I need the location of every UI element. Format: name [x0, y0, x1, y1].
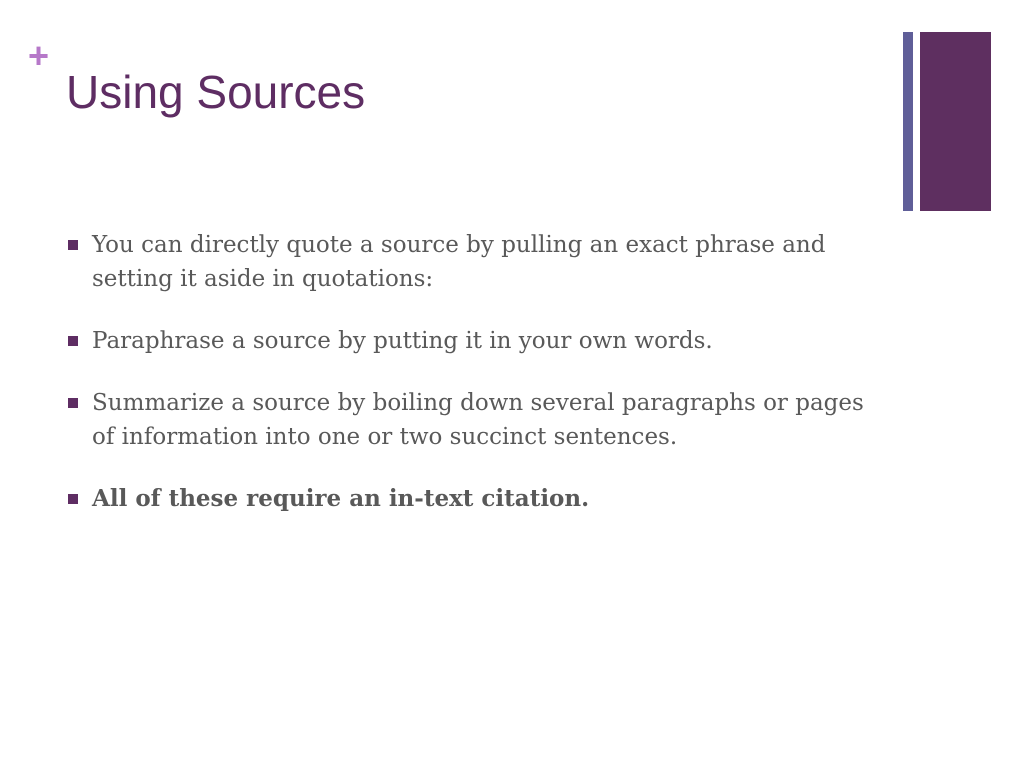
bullet-text: Paraphrase a source by putting it in your own words.	[92, 328, 713, 354]
bullet-text: You can directly quote a source by pulling an exact phrase and setting it aside in quotations:	[92, 232, 826, 292]
square-bullet-icon	[68, 336, 78, 346]
slide-title: Using Sources	[66, 66, 366, 118]
bullet-text: All of these require an in-text citation.	[92, 485, 590, 512]
square-bullet-icon	[68, 494, 78, 504]
accent-bar-thick	[920, 32, 991, 211]
bullet-item	[68, 482, 868, 516]
bullet-item	[68, 324, 868, 358]
bullet-item	[68, 228, 868, 296]
square-bullet-icon	[68, 398, 78, 408]
accent-bar-thin	[903, 32, 913, 211]
plus-icon: +	[28, 35, 50, 76]
bullet-list	[68, 228, 868, 544]
bullet-item	[68, 386, 868, 454]
square-bullet-icon	[68, 240, 78, 250]
bullet-text: Summarize a source by boiling down several paragraphs or pages of information into one or two succinct sentences.	[92, 390, 864, 450]
